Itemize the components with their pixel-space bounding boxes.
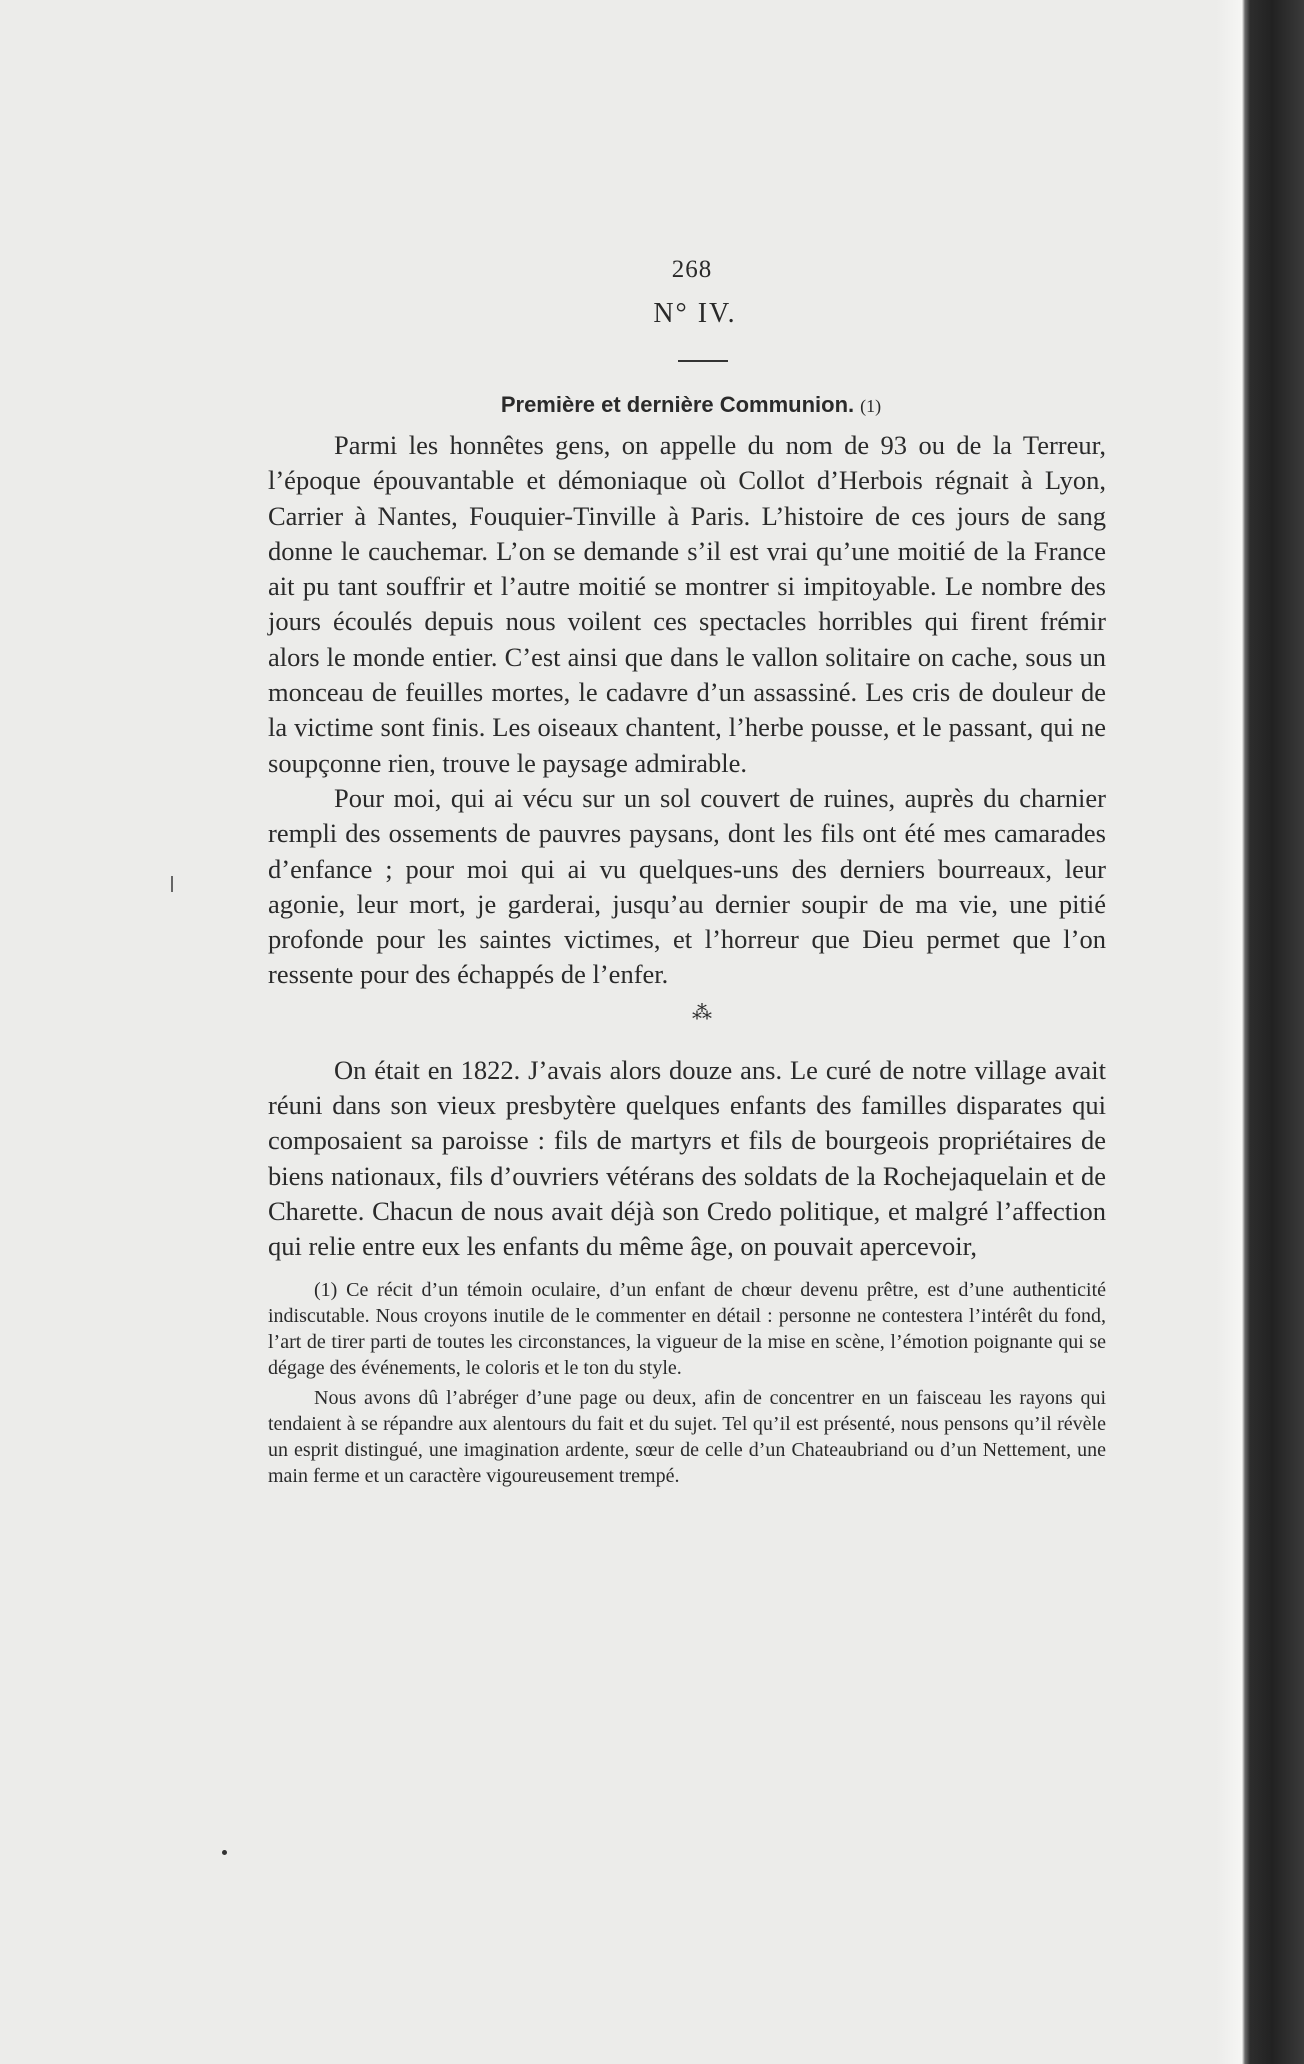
chapter-title-text: Première et dernière Communion. bbox=[500, 392, 855, 417]
paragraph-1: Parmi les honnêtes gens, on appelle du nom de 93 ou de la Terreur, l’époque épouvantable et démoniaque où Collot d’Herbois régnait à Lyon, Carrier à Nantes, Fouquier-Tinville à Paris. L’histoire de ces jours de sang donne le cauchemar. L’on se demande s’il est vrai qu’une moitié de la France ait pu tant souffrir et l’autre moitié se montrer si impitoyable. Le nombre des jours écoulés depuis nous voilent ces spectacles horribles qui firent frémir alors le monde entier. C’est ainsi que dans le vallon solitaire on cache, sous un monceau de feuilles mortes, le cadavre d’un assassiné. Les cris de douleur de la victime sont finis. Les oiseaux chantent, l’herbe pousse, et le passant, qui ne soupçonne rien, trouve le paysage admirable. bbox=[268, 430, 1106, 778]
footnote-reference: (1) bbox=[860, 396, 882, 416]
footnotes bbox=[268, 1277, 1106, 1489]
section-number: N° IV. bbox=[653, 298, 737, 329]
title-rule bbox=[678, 360, 728, 362]
page-edge bbox=[1216, 0, 1242, 2064]
footnote-1-continued: Nous avons dû l’abréger d’une page ou deux, afin de concentrer en un faisceau les rayons qui tendaient à se répandre aux alentours du fait et du sujet. Tel qu’il est présenté, nous pensons qu’il révèle un esprit distingué, une imagination ardente, sœur de celle d’un Chateaubriand ou d’un Nettement, une main ferme et un caractère vigoureusement trempé. bbox=[268, 1386, 1106, 1487]
paragraph-2: Pour moi, qui ai vécu sur un sol couvert de ruines, auprès du charnier rempli des ossements de pauvres paysans, dont les fils ont été mes camarades d’enfance ; pour moi qui ai vu quelques-uns des derniers bourreaux, leur agonie, leur mort, je garderai, jusqu’au dernier soupir de ma vie, une pitié profonde pour les saintes victimes, et l’horreur que Dieu permet que l’on ressente pour des échappés de l’enfer. bbox=[268, 782, 1106, 990]
paragraph-3: On était en 1822. J’avais alors douze ans. Le curé de notre village avait réuni dans son vieux presbytère quelques enfants des familles disparates qui composaient sa paroisse : fils de martyrs et fils de bourgeois propriétaires de biens nationaux, fils d’ouvriers vétérans des soldats de la Rochejaquelain et de Charette. Chacun de nous avait déjà son Credo politique, et malgré l’affection qui relie entre eux les enfants du même âge, on pouvait apercevoir, bbox=[268, 1054, 1106, 1262]
page-number: 268 bbox=[671, 256, 713, 283]
asterism-separator bbox=[298, 993, 1106, 1053]
text-column bbox=[268, 256, 1106, 1489]
body-text bbox=[268, 428, 1106, 1265]
margin-mark bbox=[171, 876, 173, 892]
book-binding-edge bbox=[1242, 0, 1304, 2064]
footnote-1: (1) Ce récit d’un témoin oculaire, d’un enfant de chœur devenu prêtre, est d’une authenticité indiscutable. Nous croyons inutile de le commenter en détail : personne ne contestera l’intérêt du fond, l’art de tirer parti de toutes les circonstances, la vigueur de la mise en scène, l’émotion poignante qui se dégage des événements, le coloris et le ton du style. bbox=[268, 1278, 1106, 1379]
ink-speck bbox=[222, 1850, 227, 1855]
chapter-title bbox=[276, 392, 1106, 418]
asterism: ⁂ bbox=[692, 1001, 712, 1024]
